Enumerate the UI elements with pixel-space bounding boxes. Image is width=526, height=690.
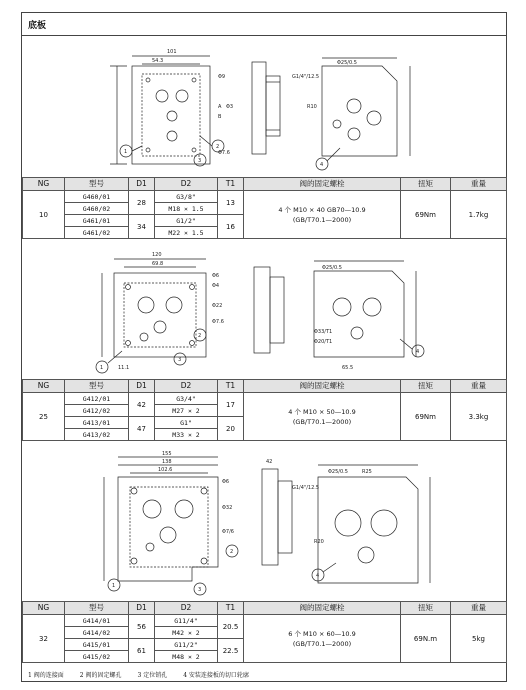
ng25-callout-1: 1: [100, 365, 104, 371]
header-torque: 扭矩: [401, 380, 451, 393]
ng32-callout-1: 1: [112, 583, 116, 589]
header-torque: 扭矩: [401, 602, 451, 615]
ng32-label-phi32: Φ32: [222, 505, 233, 511]
weight-cell: 5kg: [451, 615, 507, 663]
drawing-ng32: [22, 443, 508, 601]
ng10-callout-4: 4: [320, 162, 324, 168]
torque-cell: 69Nm: [401, 393, 451, 441]
ng25-dim-inner: 69.8: [152, 261, 164, 267]
header-bolt: 阀的固定螺栓: [244, 380, 401, 393]
spec-table-ng32: [22, 601, 507, 663]
ng32-label-phi6: Φ6: [222, 479, 230, 485]
model-cell: G461/02: [65, 227, 129, 239]
t1-cell: 16: [218, 215, 244, 239]
header-model: 型号: [65, 380, 129, 393]
table-row: [23, 191, 507, 203]
d2-cell: G3/4": [155, 393, 218, 405]
header-d1: D1: [129, 178, 155, 191]
d1-cell: 42: [129, 393, 155, 417]
ng25-label-phi6: Φ6: [212, 273, 220, 279]
ng32-callout-3: 3: [198, 587, 202, 593]
header-ng: NG: [23, 602, 65, 615]
ng10-dim-width: 101: [167, 49, 177, 55]
ng25-dim-65: 65.5: [342, 365, 354, 371]
ng32-callout-2: 2: [230, 549, 234, 555]
legend-item-2: 2 阀的固定螺孔: [79, 672, 122, 679]
d2-cell: G1": [155, 417, 218, 429]
weight-cell: 1.7kg: [451, 191, 507, 239]
ng25-label-phi22: Φ22: [212, 303, 223, 309]
model-cell: G461/01: [65, 215, 129, 227]
ng32-label-r20: R20: [314, 539, 324, 545]
ng32-dim-102: 102.6: [158, 467, 173, 473]
torque-cell: 69Nm: [401, 191, 451, 239]
header-t1: T1: [218, 380, 244, 393]
table-header-row: [23, 178, 507, 191]
ng10-label-r10: R10: [307, 104, 317, 110]
bolt-cell: 4 个 M10 × 50—10.9 (GB/T70.1—2000): [244, 393, 401, 441]
header-torque: 扭矩: [401, 178, 451, 191]
legend-item-3: 3 定位销孔: [137, 672, 168, 679]
ng10-label-phi3: Φ3: [226, 104, 234, 110]
model-cell: G460/01: [65, 191, 129, 203]
header-t1: T1: [218, 602, 244, 615]
table-header-row: [23, 380, 507, 393]
bolt-cell: 4 个 M10 × 40 GB70—10.9 (GB/T70.1—2000): [244, 191, 401, 239]
ng10-label-g14: G1/4"/12.5: [292, 74, 320, 80]
ng-value: 10: [23, 191, 65, 239]
ng10-label-phi9: Φ9: [218, 74, 226, 80]
header-d1: D1: [129, 380, 155, 393]
model-cell: G412/01: [65, 393, 129, 405]
ng25-callout-4: 4: [416, 349, 420, 355]
ng10-label-phi25: Φ25/0.5: [337, 60, 357, 66]
ng10-callout-1: 1: [124, 149, 128, 155]
datasheet-page: [21, 12, 507, 682]
ng10-label-b: B: [218, 114, 222, 120]
d2-cell: G3/8": [155, 191, 218, 203]
d1-cell: 47: [129, 417, 155, 441]
ng25-callout-2: 2: [198, 333, 202, 339]
bolt-cell: 6 个 M10 × 60—10.9 (GB/T70.1—2000): [244, 615, 401, 663]
header-bolt: 阀的固定螺栓: [244, 602, 401, 615]
table-row: [23, 615, 507, 627]
ng10-callout-2: 2: [216, 144, 220, 150]
weight-cell: 3.3kg: [451, 393, 507, 441]
model-cell: G415/01: [65, 639, 129, 651]
model-cell: G412/02: [65, 405, 129, 417]
ng10-label-phi76: Φ7.6: [218, 150, 230, 156]
d2-cell: G11/4": [155, 615, 218, 627]
ng32-label-phi76: Φ7/6: [222, 529, 234, 535]
d1-cell: 34: [129, 215, 155, 239]
model-cell: G413/02: [65, 429, 129, 441]
torque-cell: 69N.m: [401, 615, 451, 663]
model-cell: G414/02: [65, 627, 129, 639]
legend-item-1: 1 阀的连接面: [28, 672, 64, 679]
ng25-dim-width: 120: [152, 252, 162, 258]
ng25-label-phi20: Φ20/T1: [314, 339, 333, 345]
ng10-plate-outline: [132, 66, 210, 164]
ng25-label-phi25: Φ25/0.5: [322, 265, 342, 271]
d2-cell: G1/2": [155, 215, 218, 227]
ng10-label-a: A: [218, 104, 222, 110]
header-weight: 重量: [451, 380, 507, 393]
model-cell: G413/01: [65, 417, 129, 429]
model-cell: G460/02: [65, 203, 129, 215]
ng25-label-phi4: Φ4: [212, 283, 220, 289]
ng32-label-r25: R25: [362, 469, 372, 475]
ng10-callout-3: 3: [198, 158, 202, 164]
d2-cell: M42 × 2: [155, 627, 218, 639]
header-model: 型号: [65, 602, 129, 615]
header-d2: D2: [155, 178, 218, 191]
table-header-row: [23, 602, 507, 615]
d1-cell: 61: [129, 639, 155, 663]
ng32-dim-155: 155: [162, 451, 172, 457]
t1-cell: 17: [218, 393, 244, 417]
d2-cell: M18 × 1.5: [155, 203, 218, 215]
header-t1: T1: [218, 178, 244, 191]
table-row: [23, 393, 507, 405]
header-ng: NG: [23, 380, 65, 393]
spec-table-ng25: [22, 379, 507, 441]
d2-cell: G11/2": [155, 639, 218, 651]
header-weight: 重量: [451, 602, 507, 615]
header-ng: NG: [23, 178, 65, 191]
t1-cell: 13: [218, 191, 244, 215]
d2-cell: M27 × 2: [155, 405, 218, 417]
ng32-dim-42: 42: [266, 459, 273, 465]
d1-cell: 56: [129, 615, 155, 639]
ng25-label-phi33: Φ33/T1: [314, 329, 333, 335]
drawing-ng10: [22, 36, 508, 177]
ng25-dim-11: 11.1: [118, 365, 130, 371]
ng-value: 32: [23, 615, 65, 663]
header-d2: D2: [155, 602, 218, 615]
header-weight: 重量: [451, 178, 507, 191]
header-model: 型号: [65, 178, 129, 191]
ng25-callout-3: 3: [178, 357, 182, 363]
header-d2: D2: [155, 380, 218, 393]
d2-cell: M22 × 1.5: [155, 227, 218, 239]
header-bolt: 阀的固定螺栓: [244, 178, 401, 191]
d2-cell: M48 × 2: [155, 651, 218, 663]
ng32-label-phi25: Φ25/0.5: [328, 469, 348, 475]
ng10-dim-inner: 54.3: [152, 58, 164, 64]
d2-cell: M33 × 2: [155, 429, 218, 441]
page-title: 底板: [28, 21, 47, 31]
t1-cell: 20.5: [218, 615, 244, 639]
spec-table-ng10: [22, 177, 507, 239]
ng-value: 25: [23, 393, 65, 441]
ng32-label-g14: G1/4"/12.5: [292, 485, 320, 491]
legend-item-4: 4 安装连接板的切口轮廓: [183, 672, 249, 679]
t1-cell: 20: [218, 417, 244, 441]
ng25-label-phi76: Φ7.6: [212, 319, 224, 325]
header-d1: D1: [129, 602, 155, 615]
t1-cell: 22.5: [218, 639, 244, 663]
d1-cell: 28: [129, 191, 155, 215]
ng32-dim-138: 138: [162, 459, 172, 465]
ng32-callout-4: 4: [316, 573, 320, 579]
drawing-ng25: [22, 241, 508, 379]
model-cell: G415/02: [65, 651, 129, 663]
legend-footer: [28, 670, 249, 679]
model-cell: G414/01: [65, 615, 129, 627]
